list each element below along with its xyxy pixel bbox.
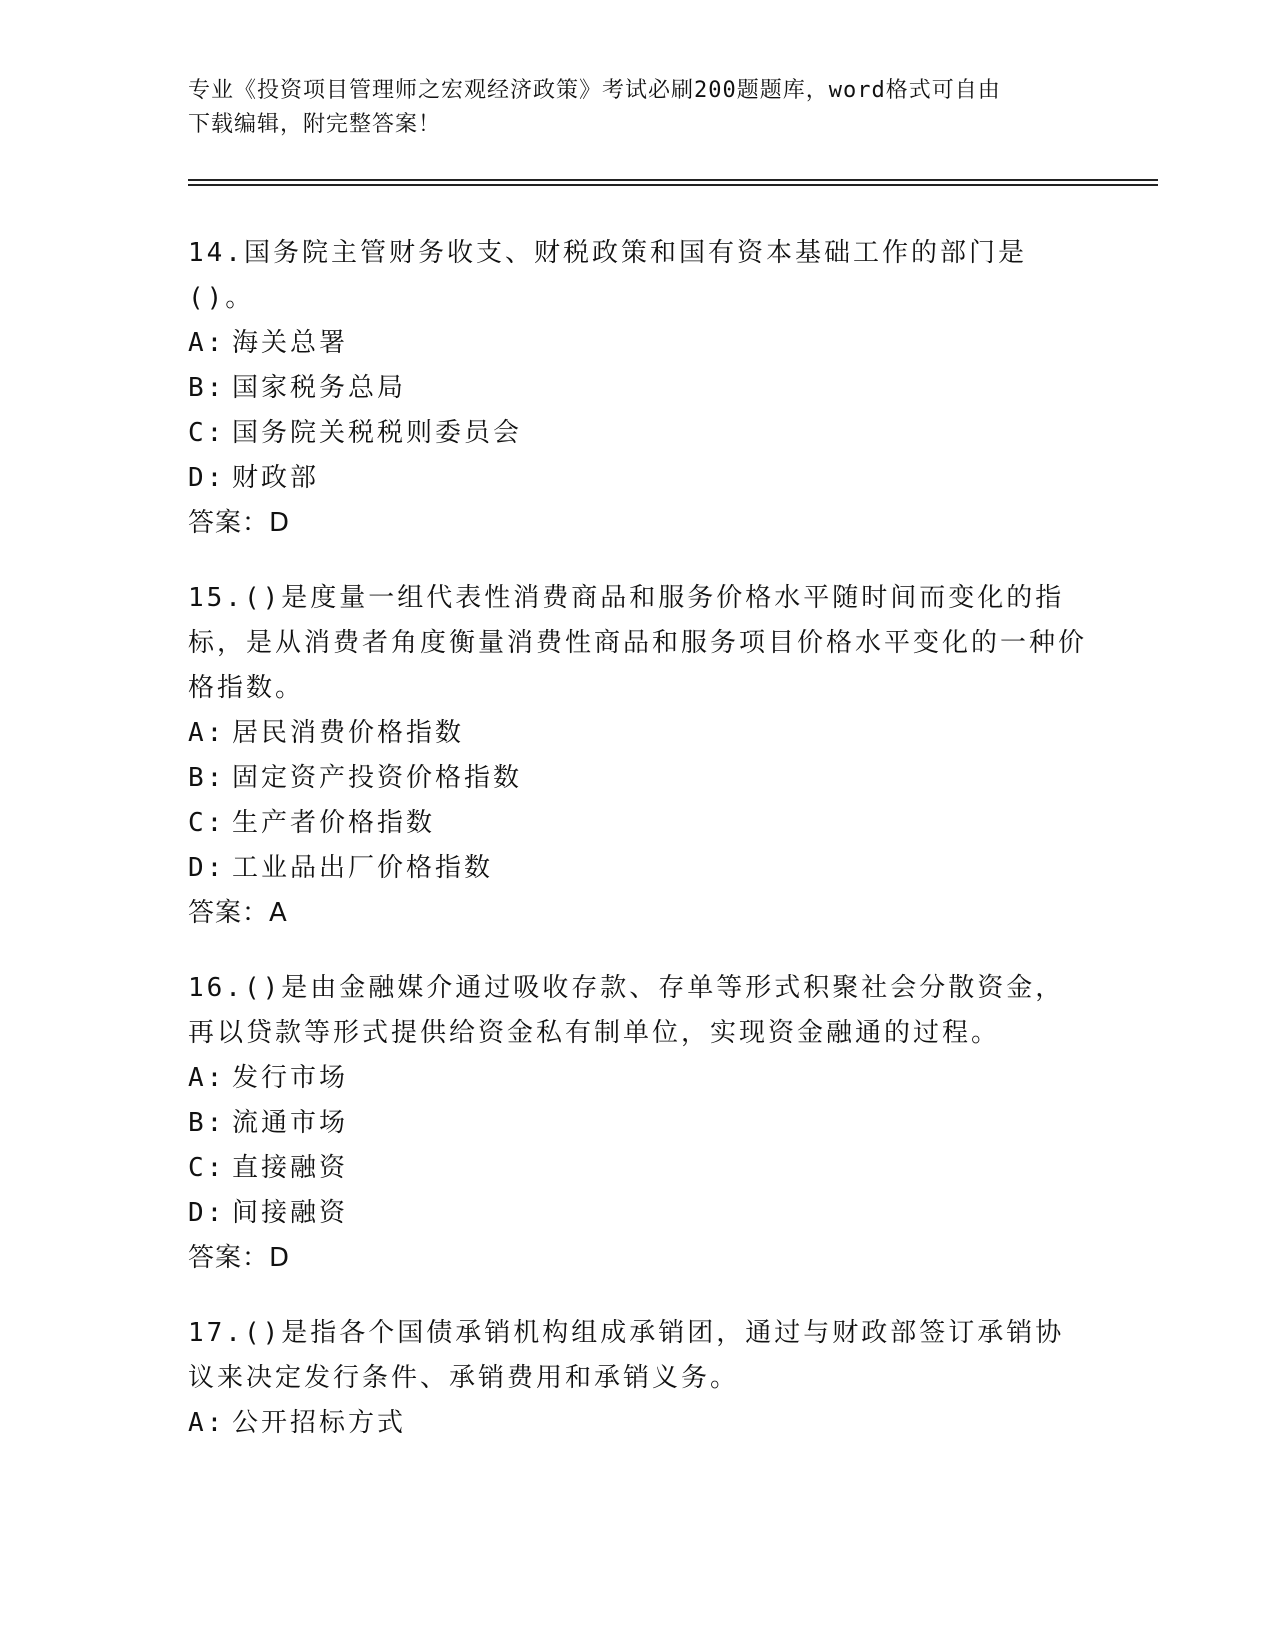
- option-a: [188, 321, 1088, 366]
- option-text: 财政部: [232, 463, 320, 493]
- answer-line: 答案：D: [188, 1243, 291, 1273]
- option-key: B:: [188, 763, 226, 793]
- option-d: [188, 456, 1088, 501]
- question-stem: 15.()是度量一组代表性消费商品和服务价格水平随时间而变化的指标，是从消费者角度衡量消费性商品和服务项目价格水平变化的一种价格指数。: [188, 583, 1088, 703]
- answer-line: 答案：A: [188, 898, 288, 928]
- question-item: [188, 231, 1088, 546]
- option-text: 居民消费价格指数: [232, 718, 465, 748]
- option-a: [188, 711, 1088, 756]
- question-item: [188, 966, 1088, 1281]
- option-c: [188, 1146, 1088, 1191]
- option-text: 直接融资: [232, 1153, 349, 1183]
- option-key: A:: [188, 1063, 226, 1093]
- option-a: [188, 1056, 1088, 1101]
- document-header: [188, 74, 1068, 142]
- option-c: [188, 411, 1088, 456]
- option-text: 固定资产投资价格指数: [232, 763, 523, 793]
- option-key: C:: [188, 808, 226, 838]
- option-key: C:: [188, 1153, 226, 1183]
- option-key: A:: [188, 718, 226, 748]
- option-c: [188, 801, 1088, 846]
- option-key: B:: [188, 373, 226, 403]
- option-text: 发行市场: [232, 1063, 349, 1093]
- option-key: D:: [188, 1198, 226, 1228]
- question-item: [188, 576, 1088, 936]
- option-a: [188, 1401, 1088, 1446]
- option-text: 公开招标方式: [232, 1408, 407, 1438]
- option-key: B:: [188, 1108, 226, 1138]
- header-divider-top: [188, 179, 1158, 181]
- option-key: D:: [188, 853, 226, 883]
- option-text: 生产者价格指数: [232, 808, 436, 838]
- option-key: A:: [188, 1408, 226, 1438]
- option-b: [188, 1101, 1088, 1146]
- question-stem: 16.()是由金融媒介通过吸收存款、存单等形式积聚社会分散资金，再以贷款等形式提供给资金私有制单位，实现资金融通的过程。: [188, 973, 1065, 1048]
- option-d: [188, 846, 1088, 891]
- option-b: [188, 756, 1088, 801]
- question-stem: 17.()是指各个国债承销机构组成承销团，通过与财政部签订承销协议来决定发行条件、承销费用和承销义务。: [188, 1318, 1065, 1393]
- option-key: D:: [188, 463, 226, 493]
- option-d: [188, 1191, 1088, 1236]
- option-text: 海关总署: [232, 328, 349, 358]
- answer-line: 答案：D: [188, 508, 291, 538]
- option-text: 间接融资: [232, 1198, 349, 1228]
- header-line-1: 专业《投资项目管理师之宏观经济政策》考试必刷200题题库，word格式可自由: [188, 78, 1001, 103]
- option-key: C:: [188, 418, 226, 448]
- question-item: [188, 1311, 1088, 1446]
- question-list: [188, 231, 1088, 1476]
- option-key: A:: [188, 328, 226, 358]
- header-line-2: 下载编辑，附完整答案！: [188, 112, 442, 137]
- option-text: 国家税务总局: [232, 373, 407, 403]
- option-text: 工业品出厂价格指数: [232, 853, 494, 883]
- header-divider-bottom: [188, 184, 1158, 186]
- option-text: 国务院关税税则委员会: [232, 418, 523, 448]
- option-text: 流通市场: [232, 1108, 349, 1138]
- option-b: [188, 366, 1088, 411]
- question-stem: 14.国务院主管财务收支、财税政策和国有资本基础工作的部门是()。: [188, 238, 1027, 313]
